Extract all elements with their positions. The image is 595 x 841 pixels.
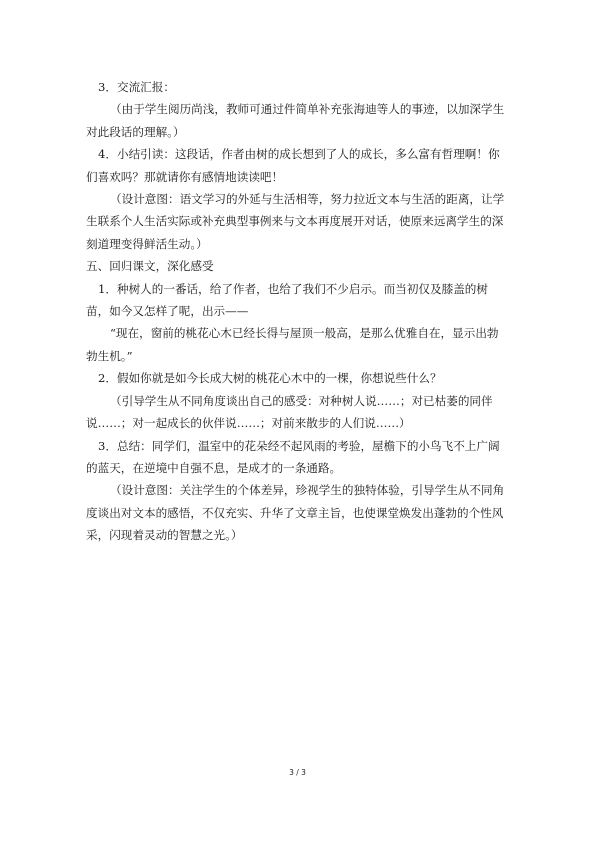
page-number: 3 / 3 [289, 768, 306, 777]
item-2: 2．假如你就是如今长成大树的桃花心木中的一棵，你想说些什么？ [98, 371, 442, 386]
item-1: 1．种树人的一番话，给了作者，也给了我们不少启示。而当初仅及膝盖的树苗，如今又怎样了呢，出示—— [86, 281, 488, 319]
step-3-heading: 3．交流汇报： [98, 80, 175, 94]
guidance-note: （引导学生从不同角度谈出自己的感受：对种树人说……；对已枯萎的同伴说……；对一起成长的伙伴说……；对前来散步的人们说……） [86, 393, 493, 431]
design-intent-note-2: （设计意图：关注学生的个体差异，珍视学生的独特体验，引导学生从不同角度谈出对文本的感悟，不仅充实、升华了文章主旨，也使课堂焕发出蓬勃的个性风采，闪现着灵动的智慧之光。） [86, 483, 505, 543]
document-body [86, 76, 510, 547]
step-4-summary: 4．小结引读：这段话，作者由树的成长想到了人的成长，多么富有哲理啊！你们喜欢吗？那就请你有感情地读读吧！ [86, 147, 500, 184]
design-intent-note: （设计意图：语文学习的外延与生活相等，努力拉近文本与生活的距离，让学生联系个人生活实际或补充典型事例来与文本再度展开对话，使原来远离学生的深刻道理变得鲜活生动。） [86, 192, 505, 251]
section-5-heading: 五、回归课文，深化感受 [86, 259, 214, 274]
quote-passage: “现在，窗前的桃花心木已经长得与屋顶一般高，是那么优雅自在，显示出勃勃生机。” [86, 326, 499, 363]
teacher-note: （由于学生阅历尚浅，教师可通过件简单补充张海迪等人的事迹，以加深学生对此段话的理解。） [86, 102, 505, 139]
item-3-conclusion: 3．总结：同学们，温室中的花朵经不起风雨的考验，屋檐下的小鸟飞不上广阔的蓝天，在逆境中自强不息，是成才的一条通路。 [86, 438, 500, 475]
